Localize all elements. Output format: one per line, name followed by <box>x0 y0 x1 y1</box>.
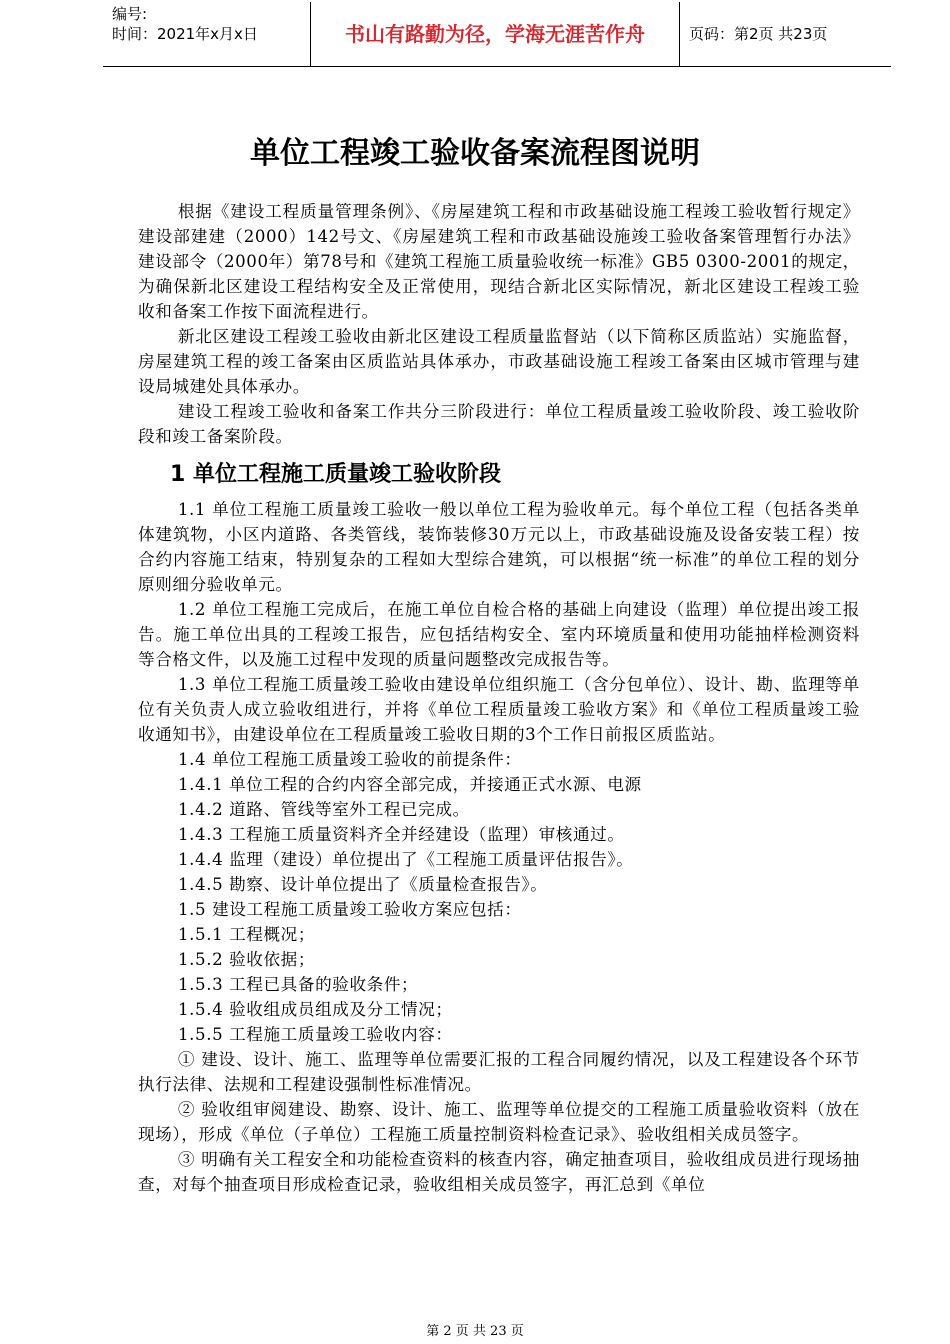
list-item: 1.4.5 勘察、设计单位提出了《质量检查报告》。 <box>178 875 548 894</box>
intro-paragraph: 建设工程竣工验收和备案工作共分三阶段进行：单位工程质量竣工验收阶段、竣工验收阶段和竣工备案阶段。 <box>138 402 860 446</box>
header-page-label: 页码：第2页 共23页 <box>689 25 828 43</box>
list-item: 1.4.4 监理（建设）单位提出了《工程施工质量评估报告》。 <box>178 850 634 869</box>
time-label: 时间：2021年x月x日 <box>112 25 258 43</box>
body-paragraph: ② 验收组审阅建设、勘察、设计、施工、监理等单位提交的工程施工质量验收资料（放在现场），形成《单位（子单位）工程施工质量控制资料检查记录》、验收组相关成员签字。 <box>138 1100 860 1144</box>
body-paragraph: 1.1 单位工程施工质量竣工验收一般以单位工程为验收单元。每个单位工程（包括各类单体建筑物，小区内道路、各类管线，装饰装修30万元以上，市政基础设施及设备安装工程）按合约内容施工结束，特别复杂的工程如大型综合建筑，可以根据“统一标准”的单位工程的划分原则细分验收单元。 <box>138 500 860 594</box>
list-item: 1.5 建设工程施工质量竣工验收方案应包括： <box>178 900 522 919</box>
document-body <box>138 199 860 1197</box>
section-heading: 1 单位工程施工质量竣工验收阶段 <box>170 462 501 487</box>
intro-paragraph: 新北区建设工程竣工验收由新北区建设工程质量监督站（以下简称区质监站）实施监督，房屋建筑工程的竣工备案由区质监站具体承办，市政基础设施工程竣工备案由区城市管理与建设局城建处具体承办。 <box>138 327 860 396</box>
body-paragraph: 1.3 单位工程施工质量竣工验收由建设单位组织施工（含分包单位）、设计、勘、监理等单位有关负责人成立验收组进行，并将《单位工程质量竣工验收方案》和《单位工程质量竣工验收通知书》，由建设单位在工程质量竣工验收日期的3个工作日前报区质监站。 <box>138 675 860 744</box>
body-paragraph: ③ 明确有关工程安全和功能检查资料的核查内容，确定抽查项目，验收组成员进行现场抽查，对每个抽查项目形成检查记录，验收组相关成员签字，再汇总到《单位 <box>138 1150 860 1194</box>
body-paragraph: ① 建设、设计、施工、监理等单位需要汇报的工程合同履约情况，以及工程建设各个环节执行法律、法规和工程建设强制性标准情况。 <box>138 1050 860 1094</box>
list-item: 1.4.1 单位工程的合约内容全部完成，并接通正式水源、电源 <box>178 775 642 794</box>
list-item: 1.4 单位工程施工质量竣工验收的前提条件： <box>178 750 522 769</box>
header-motto: 书山有路勤为径，学海无涯苦作舟 <box>310 2 680 66</box>
list-item: 1.5.2 验收依据； <box>178 950 316 969</box>
list-item: 1.5.3 工程已具备的验收条件； <box>178 975 419 994</box>
page-footer: 第 2 页 共 23 页 <box>426 1324 524 1339</box>
list-item: 1.5.1 工程概况； <box>178 925 316 944</box>
body-paragraph: 1.2 单位工程施工完成后，在施工单位自检合格的基础上向建设（监理）单位提出竣工报告。施工单位出具的工程竣工报告，应包括结构安全、室内环境质量和使用功能抽样检测资料等合格文件，以及施工过程中发现的质量问题整改完成报告等。 <box>138 600 860 669</box>
list-item: 1.5.5 工程施工质量竣工验收内容： <box>178 1025 453 1044</box>
list-item: 1.4.3 工程施工质量资料齐全并经建设（监理）审核通过。 <box>178 825 625 844</box>
page-header <box>103 2 891 67</box>
list-item: 1.4.2 道路、管线等室外工程已完成。 <box>178 800 470 819</box>
header-meta <box>103 2 308 66</box>
list-item: 1.5.4 验收组成员组成及分工情况； <box>178 1000 453 1019</box>
document-title: 单位工程竣工验收备案流程图说明 <box>250 136 700 171</box>
intro-paragraph: 根据《建设工程质量管理条例》、《房屋建筑工程和市政基础设施工程竣工验收暂行规定》建设部建建（2000）142号文、《房屋建筑工程和市政基础设施竣工验收备案管理暂行办法》建设部令（2000年）第78号和《建筑工程施工质量验收统一标准》GB5 0300-2001的规定，为确保新北区建设工程结构安全及正常使用，现结合新北区实际情况，新北区建设工程竣工验收和备案工作按下面流程进行。 <box>138 202 860 321</box>
id-label: 编号: <box>112 5 148 23</box>
